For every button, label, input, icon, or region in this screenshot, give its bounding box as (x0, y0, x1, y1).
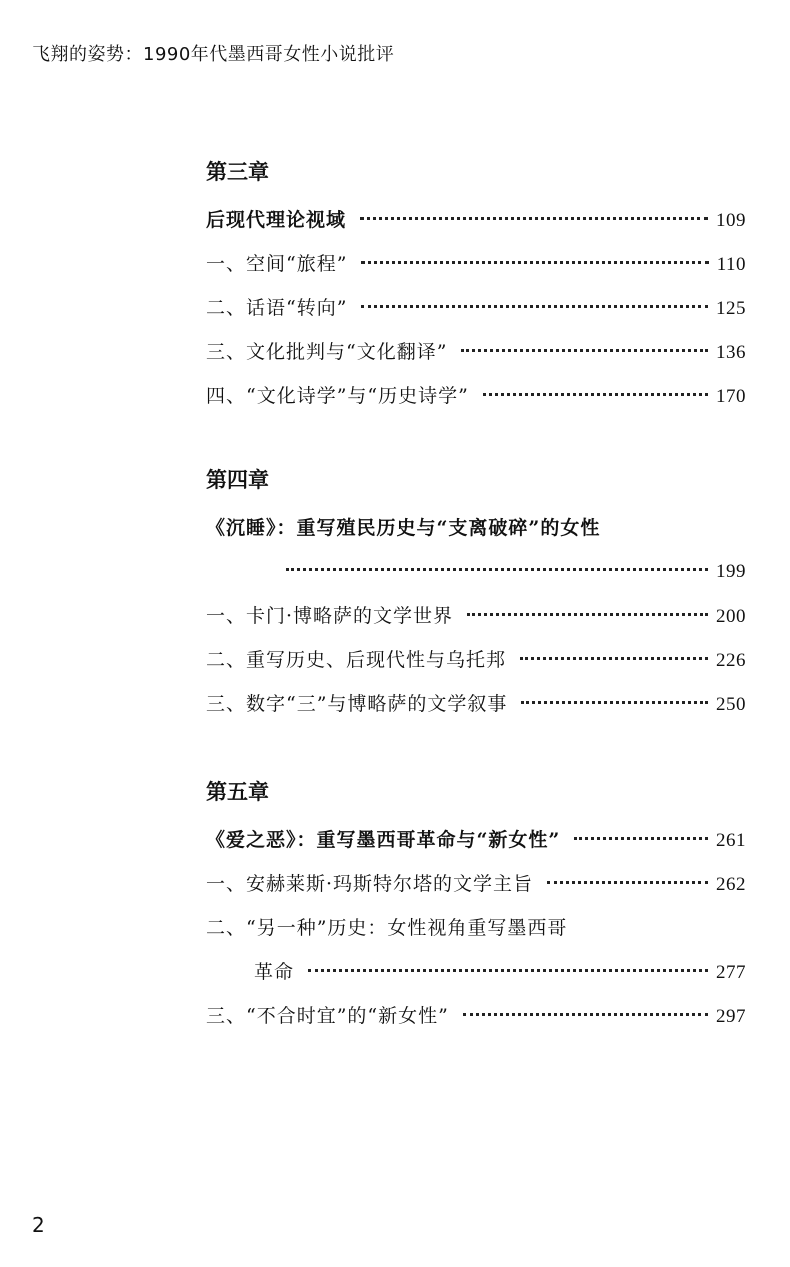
leader-dots (463, 1013, 708, 1016)
toc-entry-title: 《爱之恶》：重写墨西哥革命与“新女性” (206, 829, 561, 851)
chapter-heading: 第四章 (206, 467, 269, 492)
toc-entry[interactable] (206, 286, 746, 330)
leader-dots (461, 349, 708, 352)
toc-entry-page: 250 (716, 694, 746, 715)
leader-dots (547, 881, 708, 884)
toc-entry-page: 261 (716, 830, 746, 851)
toc-entry-title: 一、安赫莱斯·玛斯特尔塔的文学主旨 (206, 873, 534, 895)
toc-entry[interactable] (206, 242, 746, 286)
chapter-5 (206, 772, 746, 1038)
leader-dots (520, 657, 708, 660)
toc-entry-page: 226 (716, 650, 746, 671)
toc-entry[interactable] (206, 906, 746, 950)
page-number: 2 (32, 1213, 45, 1237)
leader-dots (308, 969, 708, 972)
toc-entry-title: 二、话语“转向” (206, 297, 348, 319)
toc-entry-page: 170 (716, 386, 746, 407)
toc-entry-continuation[interactable] (206, 950, 746, 994)
toc-entry-page: 109 (716, 210, 746, 231)
leader-dots (360, 217, 708, 220)
chapter-3 (206, 152, 746, 418)
toc-entry-title: 三、文化批判与“文化翻译” (206, 341, 448, 363)
leader-dots (467, 613, 708, 616)
toc-entry-title: 《沉睡》：重写殖民历史与“支离破碎”的女性 (206, 517, 601, 539)
chapter-heading: 第五章 (206, 779, 269, 804)
toc-entry-title: 一、卡门·博略萨的文学世界 (206, 605, 454, 627)
toc-entry-title: 四、“文化诗学”与“历史诗学” (206, 385, 469, 407)
toc-entry[interactable] (206, 682, 746, 726)
toc-entry-title: 二、重写历史、后现代性与乌托邦 (206, 649, 507, 671)
running-header: 飞翔的姿势：1990年代墨西哥女性小说批评 (32, 44, 395, 65)
toc-entry-title: 革命 (254, 961, 295, 983)
chapter-heading: 第三章 (206, 159, 269, 184)
toc-entry-continuation[interactable] (206, 550, 746, 594)
toc-entry[interactable] (206, 330, 746, 374)
toc-entry-page: 277 (716, 962, 746, 983)
toc-entry-page: 199 (716, 561, 746, 582)
toc-entry[interactable] (206, 198, 746, 242)
toc-entry[interactable] (206, 862, 746, 906)
toc-entry[interactable] (206, 818, 746, 862)
leader-dots (521, 701, 708, 704)
leader-dots (483, 393, 708, 396)
toc-entry-title: 后现代理论视域 (206, 209, 347, 231)
leader-dots (361, 305, 708, 308)
toc-entry-title: 三、“不合时宜”的“新女性” (206, 1005, 449, 1027)
toc-entry-title: 三、数字“三”与博略萨的文学叙事 (206, 693, 508, 715)
toc-entry-page: 262 (716, 874, 746, 895)
toc-entry-title: 一、空间“旅程” (206, 253, 348, 275)
leader-dots (574, 837, 708, 840)
toc-entry-page: 136 (716, 342, 746, 363)
toc-entry-page: 200 (716, 606, 746, 627)
toc-entry[interactable] (206, 994, 746, 1038)
toc-entry-page: 110 (716, 254, 746, 275)
toc-entry[interactable] (206, 374, 746, 418)
toc-entry[interactable] (206, 506, 746, 550)
toc-entry-page: 297 (716, 1006, 746, 1027)
toc-entry-title: 二、“另一种”历史：女性视角重写墨西哥 (206, 917, 568, 939)
toc-entry-page: 125 (716, 298, 746, 319)
toc-entry[interactable] (206, 638, 746, 682)
leader-dots (361, 261, 708, 264)
leader-dots (286, 568, 708, 571)
toc-entry[interactable] (206, 594, 746, 638)
chapter-4 (206, 460, 746, 726)
